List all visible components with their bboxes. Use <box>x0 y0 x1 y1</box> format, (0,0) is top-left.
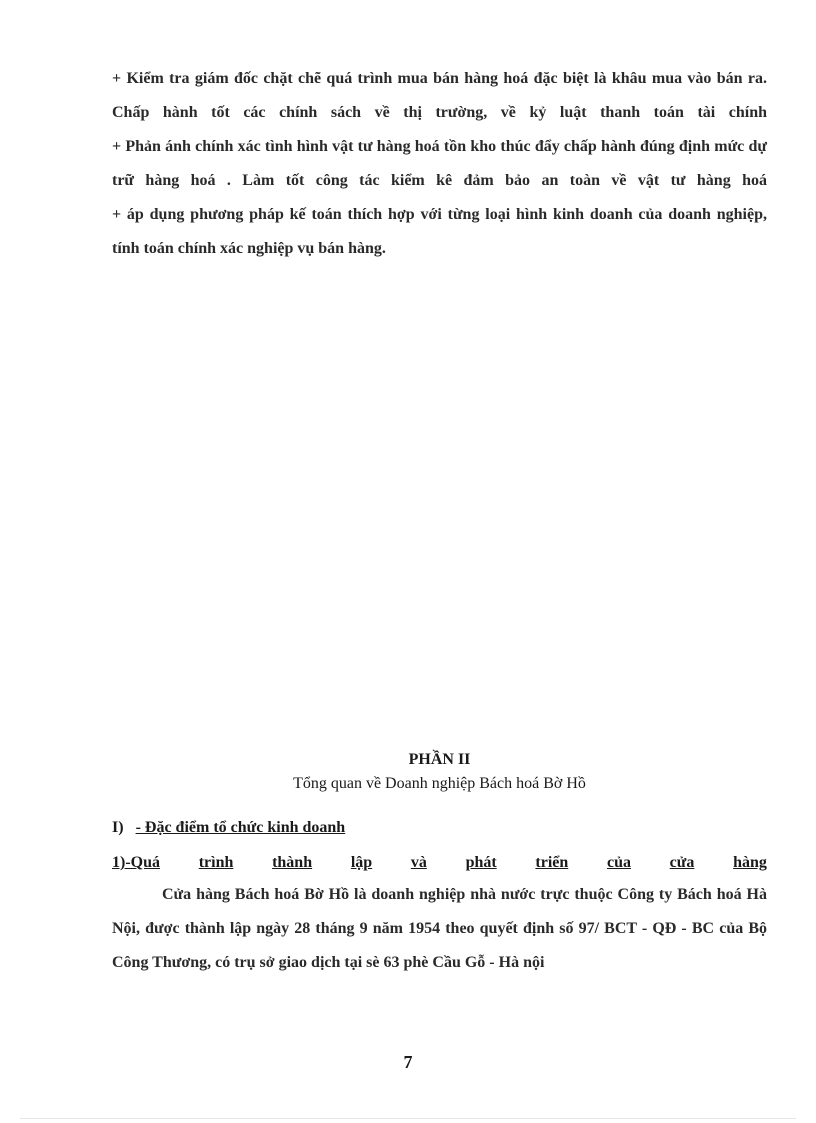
subsection-heading <box>112 851 767 875</box>
section-label: - Đặc điểm tổ chức kinh doanh <box>135 819 346 836</box>
subsection-word: và <box>410 854 427 871</box>
section-heading <box>112 816 345 840</box>
subsection-word: thành <box>272 854 313 871</box>
part-subtitle: Tổng quan về Doanh nghiệp Bách hoá Bờ Hồ <box>293 775 586 792</box>
subsection-word: lập <box>350 854 373 871</box>
subsection-word: cửa <box>669 854 695 871</box>
page-number: 7 <box>403 1052 413 1072</box>
page-edge-divider <box>20 1118 796 1119</box>
subsection-word: phát <box>465 854 497 871</box>
subsection-word: của <box>606 854 631 871</box>
section-number: I) <box>112 819 124 836</box>
subsection-word: trình <box>198 854 234 871</box>
paragraph-inventory: + Phản ánh chính xác tình hình vật tư hàng hoá tồn kho thúc đẩy chấp hành đúng định mức dự trữ hàng hoá . Làm tốt công tác kiểm kê đảm bảo an toàn về vật tư hàng hoá <box>112 138 767 189</box>
company-intro-paragraph <box>112 878 767 980</box>
paragraph-accounting-method: + áp dụng phương pháp kế toán thích hợp với từng loại hình kinh doanh của doanh nghiệp, tính toán chính xác nghiệp vụ bán hàng. <box>112 206 767 257</box>
subsection-word: hàng <box>733 854 767 871</box>
subsection-word: 1)-Quá <box>112 854 160 871</box>
company-intro-text: Cửa hàng Bách hoá Bờ Hồ là doanh nghiệp nhà nước trực thuộc Công ty Bách hoá Hà Nội, được thành lập ngày 28 tháng 9 năm 1954 theo quyết định số 97/ BCT - QĐ - BC của Bộ Công Thương, có trụ sở giao dịch tại sè 63 phè Cầu Gỗ - Hà nội <box>112 886 767 971</box>
subsection-word: triển <box>535 854 569 871</box>
part-title: PHẦN II <box>408 751 471 768</box>
paragraph-control-purchasing: + Kiểm tra giám đốc chặt chẽ quá trình mua bán hàng hoá đặc biệt là khâu mua vào bán ra. Chấp hành tốt các chính sách về thị trường, về kỷ luật thanh toán tài chính <box>112 70 767 121</box>
